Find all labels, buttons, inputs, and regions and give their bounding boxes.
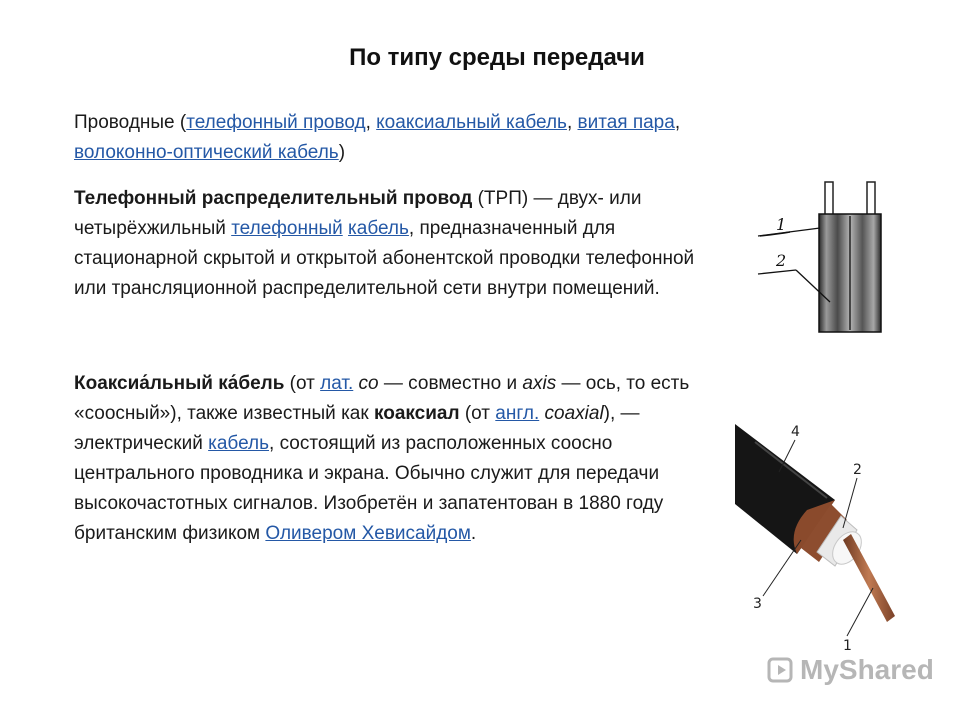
label-4: 4 — [791, 424, 800, 440]
conductor-right — [867, 182, 875, 218]
coax-text: — ось, то есть «соосный»), также известный как — [74, 373, 690, 424]
label-2-underline — [758, 270, 796, 274]
telephone-wire-illustration — [756, 178, 896, 334]
slide-title: По типу среды передачи — [349, 44, 645, 71]
trp-paragraph — [74, 184, 714, 304]
coax-text: ), — электрический — [74, 403, 640, 454]
label-2: 2 — [776, 251, 787, 270]
label-2-leader — [843, 478, 857, 528]
coax-text: — совместно и — [378, 373, 523, 394]
trp-text: , предназначенный для стационарной скрытой и открытой абонентской проводки телефонной или трансляционной распределительной сети внутри помещений. — [74, 218, 695, 299]
myshared-logo-icon — [766, 655, 796, 685]
link-latin[interactable]: лат. — [320, 373, 354, 394]
label-2: 2 — [853, 462, 862, 478]
label-1-leader — [758, 228, 820, 236]
label-1: 1 — [776, 215, 787, 234]
coax-term-coaxial: коаксиал — [373, 403, 460, 424]
coax-text: (от — [459, 403, 496, 424]
trp-term: Телефонный распределительный провод — [74, 188, 473, 209]
link-fiber-optic-cable[interactable]: волоконно-оптический кабель — [74, 142, 339, 163]
wired-sep: , — [566, 112, 578, 133]
coaxial-cable-illustration — [735, 412, 899, 662]
label-1: 1 — [843, 638, 852, 654]
label-3: 3 — [753, 596, 762, 612]
wired-sep: , — [674, 112, 681, 133]
coax-text: , состоящий из расположенных соосно центрального проводника и экрана. Обычно служит для передачи высокочастотных сигналов. Изобретён и запатентован в 1880 году британским физиком — [74, 433, 664, 544]
coax-text: . — [470, 523, 477, 544]
link-english[interactable]: англ. — [495, 403, 540, 424]
link-oliver-heaviside[interactable]: Оливером Хевисайдом — [265, 523, 471, 544]
label-3-leader — [763, 540, 801, 596]
coax-word-coaxial: coaxial — [544, 403, 604, 424]
trp-text: (ТРП) — двух- или четырёхжильный — [74, 188, 642, 239]
coax-word-axis: axis — [522, 373, 557, 394]
watermark — [766, 654, 934, 686]
coax-word-co: co — [358, 373, 379, 394]
coax-term: Коаксиа́льный ка́бель — [74, 373, 285, 394]
coax-text: (от — [284, 373, 321, 394]
wired-paragraph — [74, 108, 814, 168]
link-telephone-wire[interactable]: телефонный провод — [186, 112, 366, 133]
wired-prefix: Проводные ( — [74, 112, 187, 133]
link-cable[interactable]: кабель — [348, 218, 409, 239]
center-conductor — [843, 534, 895, 622]
link-telephone[interactable]: телефонный — [231, 218, 343, 239]
wired-suffix: ) — [338, 142, 346, 163]
label-1-leader — [847, 588, 873, 636]
link-cable-2[interactable]: кабель — [208, 433, 270, 454]
conductor-left — [825, 182, 833, 218]
coax-paragraph — [74, 369, 714, 549]
wired-sep: , — [365, 112, 377, 133]
link-twisted-pair[interactable]: витая пара — [577, 112, 675, 133]
link-coaxial-cable[interactable]: коаксиальный кабель — [376, 112, 567, 133]
watermark-text: MyShared — [800, 654, 934, 685]
